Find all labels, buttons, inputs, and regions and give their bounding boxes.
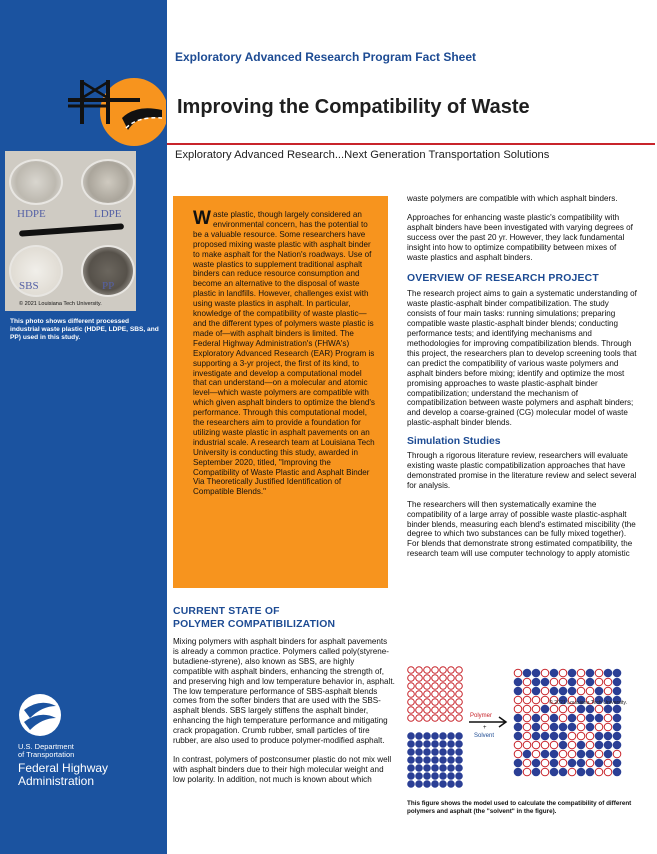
mixed-site [586,768,594,776]
mixed-site [577,723,585,731]
mixed-site [550,750,558,758]
mixed-site [514,687,522,695]
polymer-site [416,675,423,682]
mixed-site [577,768,585,776]
solvent-site [456,781,463,788]
mixed-site [514,750,522,758]
mixed-site [604,768,612,776]
solvent-site [456,749,463,756]
current-state-heading-2: POLYMER COMPATIBILIZATION [173,619,336,630]
mixed-site [604,741,612,749]
mixed-site [559,759,567,767]
agency-line-4: Administration [18,774,95,789]
mixed-site [577,732,585,740]
mixed-site [559,714,567,722]
mixed-site [586,741,594,749]
mixed-site [586,759,594,767]
polymer-site [456,667,463,674]
mixed-site [532,759,540,767]
solvent-site [456,733,463,740]
figure-caption: This figure shows the model used to calculate the compatibility of different polymers and asphalt (the "solvent" in the figure). [407,800,632,815]
mixed-site [523,759,531,767]
mixed-site [523,714,531,722]
polymer-site [408,715,415,722]
mixed-site [523,768,531,776]
mixed-site [514,768,522,776]
mixed-site [595,714,603,722]
page-title: Improving the Compatibility of Waste [177,96,530,118]
mixed-site [613,678,621,686]
solvent-site [408,765,415,772]
solvent-site [408,757,415,764]
mixed-site [568,714,576,722]
solvent-site [448,741,455,748]
mixed-site [514,741,522,749]
mixed-site [523,669,531,677]
solvent-site [448,765,455,772]
mixed-site [604,705,612,713]
solvent-site [432,741,439,748]
solvent-site [448,757,455,764]
solvent-site [424,741,431,748]
polymer-site [424,675,431,682]
solvent-site [424,765,431,772]
mixed-site [586,669,594,677]
mixed-site [514,696,522,704]
figure-credit: © 2021 Louisiana Tech University. [549,700,628,706]
solvent-site [456,757,463,764]
polymer-site [448,675,455,682]
mixed-site [550,741,558,749]
mixed-site [613,759,621,767]
mixed-site [532,714,540,722]
polymer-site [432,699,439,706]
mixed-site [550,687,558,695]
solvent-site [416,765,423,772]
solvent-site [416,757,423,764]
polymer-site [432,667,439,674]
solvent-site [440,757,447,764]
mixed-site [604,759,612,767]
mixed-site [532,741,540,749]
polymer-site [416,715,423,722]
mixed-site [595,750,603,758]
mixed-site [568,687,576,695]
mixed-site [568,669,576,677]
photo-label-pp: PP [102,280,115,292]
mixed-site [586,732,594,740]
mixed-site [523,723,531,731]
solvent-site [440,749,447,756]
title-rule [167,143,655,145]
solvent-site [448,733,455,740]
mixed-site [532,750,540,758]
mixed-site [514,732,522,740]
mixed-site [613,714,621,722]
polymer-site [424,699,431,706]
mixed-site [532,705,540,713]
mixed-site [604,687,612,695]
dot-logo-icon [18,692,62,738]
polymer-site [440,675,447,682]
solvent-site [424,749,431,756]
mixed-site [550,705,558,713]
mixed-site [586,705,594,713]
mixed-site [541,741,549,749]
mixed-site [577,678,585,686]
polymer-site [456,675,463,682]
current-state-heading-1: CURRENT STATE OF [173,606,280,617]
mixed-site [550,759,558,767]
polymer-site [456,691,463,698]
mixed-site [613,768,621,776]
polymer-site [408,699,415,706]
mixed-site [550,732,558,740]
mixed-site [586,714,594,722]
intro-dropcap: W [193,208,211,229]
mixed-site [613,750,621,758]
polymer-site [424,707,431,714]
mixed-site [577,669,585,677]
polymer-site [448,707,455,714]
simulation-text-1: Through a rigorous literature review, researchers will evaluate existing waste plastic compatibilization approaches that have demonstrated promise in the literature review and select several for analysis. [407,451,637,490]
polymer-site [408,683,415,690]
polymer-site [432,691,439,698]
page-subtitle: Exploratory Advanced Research...Next Generation Transportation Solutions [175,149,550,161]
solvent-site [456,741,463,748]
solvent-site [408,733,415,740]
mixed-site [559,750,567,758]
solvent-site [448,749,455,756]
mixed-site [514,759,522,767]
polymer-site [416,667,423,674]
mixed-site [577,705,585,713]
solvent-site [440,765,447,772]
mixed-site [541,696,549,704]
mixed-site [532,768,540,776]
mixed-site [559,669,567,677]
mixed-site [541,750,549,758]
photo-label-ldpe: LDPE [94,208,122,220]
solvent-site [424,733,431,740]
polymer-site [416,707,423,714]
polymer-site [424,667,431,674]
polymer-site [424,683,431,690]
solvent-site [416,749,423,756]
mixed-site [568,741,576,749]
mixed-site [559,723,567,731]
solvent-site [432,749,439,756]
polymer-site [448,691,455,698]
polymer-site [432,683,439,690]
polymer-site [440,707,447,714]
legend-solvent: Solvent [474,733,495,739]
solvent-site [416,773,423,780]
mixed-site [559,705,567,713]
mixed-site [613,705,621,713]
mixed-site [559,741,567,749]
polymer-site [408,675,415,682]
mixed-site [613,723,621,731]
mixed-site [559,687,567,695]
mixed-site [577,714,585,722]
polymer-site [416,699,423,706]
solvent-site [424,773,431,780]
mixed-site [586,750,594,758]
intro-box [173,196,388,588]
mixed-site [541,687,549,695]
current-state-para-1: Mixing polymers with asphalt binders for asphalt pavements is already a common practice. Polymers called poly(styrene-butadiene-styrene), also known as SBS, are highly compatible with asphalt binders, enhancing the strength of, and preserving high and low temperature behavior in, asphalt. The low temperature performance of SBS-asphalt blends comes from the softer binders that are used with the SBS-asphalt blends. SBS largely stiffens the asphalt binder, enhancing the high temperature performance and mitigating crack propagation. Crumb rubber, small particles of tire rubber, are also used to produce polymer-modified asphalt. [173,637,395,746]
polymer-site [448,699,455,706]
mixed-site [577,687,585,695]
mixed-site [523,678,531,686]
solvent-site [432,773,439,780]
solvent-site [432,765,439,772]
mixed-site [604,732,612,740]
simulation-text-2: The researchers will then systematically examine the compatibility of a large array of possible waste plastic-asphalt binder blends, measuring each blend's estimated miscibility (the degree to which two substances can be fully mixed together). For blends that demonstrate strong estimated compatibility, the research team will use computer technology to apply atomistic [407,499,636,559]
solvent-site [408,773,415,780]
mixed-site [541,678,549,686]
polymer-site [456,715,463,722]
mixed-site [604,714,612,722]
polymer-site [440,683,447,690]
mixed-site [514,705,522,713]
mixed-site [568,678,576,686]
agency-name [18,743,108,789]
polymer-site [408,667,415,674]
solvent-site [416,781,423,788]
mixed-site [568,759,576,767]
mixed-site [586,678,594,686]
mixed-site [595,768,603,776]
mixed-site [568,705,576,713]
mixed-site [595,741,603,749]
polymer-site [408,707,415,714]
mixed-site [595,678,603,686]
mixed-site [613,669,621,677]
mixed-site [523,750,531,758]
fact-sheet-kicker: Exploratory Advanced Research Program Fact Sheet [175,50,476,64]
mixed-site [541,669,549,677]
polymer-site [416,691,423,698]
solvent-site [440,741,447,748]
mixed-site [541,768,549,776]
polymer-site [440,699,447,706]
polymer-site [456,683,463,690]
continuation-text: waste polymers are compatible with which asphalt binders. [407,194,618,203]
polymer-site [448,667,455,674]
polymer-site [432,675,439,682]
mixed-site [595,687,603,695]
photo-label-sbs: SBS [19,280,39,292]
legend-plus: + [483,725,487,731]
solvent-site [456,765,463,772]
solvent-site [432,781,439,788]
mixed-site [532,687,540,695]
overview-text: The research project aims to gain a systematic understanding of waste plastic-asphalt binder compatibilization. The study consists of four main tasks: running simulations; preparing compatible waste plastic-asphalt binder blends; conducting performance tests; and identifying mechanisms and methodologies for improving compatibilization blends. Through this project, the researchers plan to develop screening tools that can predict the compatibility of various waste polymers and asphalt binders before mixing; identify and optimize the most promising approaches to waste plastic-asphalt binder compatibilization; understand the mechanism of compatibilization between waste polymers and asphalt binders; and develop a coarse-grained (CG) molecular model of waste plastic-asphalt binder blends. [407,289,637,428]
simulation-heading: Simulation Studies [407,436,501,448]
mixed-site [550,723,558,731]
mixed-site [550,768,558,776]
solvent-site [440,781,447,788]
solvent-site [448,781,455,788]
mixed-site [595,759,603,767]
mixed-site [604,678,612,686]
solvent-site [408,749,415,756]
approaches-text: Approaches for enhancing waste plastic's compatibility with asphalt binders have been investigated with varying degrees of success over the past 20 yr. However, they lack fundamental insight into how to optimize compatibility between mixes of waste plastics and asphalt binders. [407,212,633,262]
mixed-site [514,669,522,677]
polymer-site [448,683,455,690]
solvent-site [424,757,431,764]
intro-text: aste plastic, though largely considered an environmental concern, has the potential to be a valuable resource. Some researchers have proposed mixing waste plastic with asphalt binder to make asphalt for the Nation's roadways. Use of waste plastics to supplement traditional asphalt binders can reduce resource consumption and become an alternative to the disposal of waste plastic in landfills. However, challenges exist with using waste plastics in asphalt. In particular, knowledge of the compatibility of waste plastic—and the different types of polymers waste plastic is made of—with asphalt binders is limited. The Federal Highway Administration's (FHWA's) Exploratory Advanced Research (EAR) Program is supporting a 3-yr project, the first of its kind, to investigate and develop a computational model that can understand—on a molecular and atomic level—which waste polymers are compatible with which given asphalt binders to optimize the blend's performance. Through this computational model, the researchers aim to provide a foundation for utilizing waste plastic in asphalt pavements on an industrial scale. A research team at Louisiana Tech University is conducting this study, awarded in September 2020, titled, "Improving the Compatibility of Waste Plastic and Asphalt Binder Via Theoretically Justified Identification of Compatible Blends." [193,210,375,497]
mixed-site [514,678,522,686]
photo-caption: This photo shows different processed industrial waste plastic (HDPE, LDPE, SBS, and PP) used in this study. [10,318,159,342]
solvent-site [440,733,447,740]
polymer-site [456,699,463,706]
legend-polymer: Polymer [470,713,493,719]
mixed-site [550,714,558,722]
mixed-site [532,678,540,686]
mixed-site [568,750,576,758]
mixed-site [613,741,621,749]
mixed-site [514,723,522,731]
solvent-site [432,733,439,740]
polymer-site [440,715,447,722]
polymer-site [448,715,455,722]
mixed-site [541,732,549,740]
mixed-site [586,687,594,695]
solvent-site [456,773,463,780]
bridge-logo-icon [66,74,166,148]
mixed-site [595,732,603,740]
plastic-samples-photo [5,151,136,311]
mixed-site [595,723,603,731]
mixed-site [523,705,531,713]
mixed-site [568,732,576,740]
mixed-site [577,759,585,767]
mixed-site [577,750,585,758]
mixed-site [532,669,540,677]
mixed-site [613,732,621,740]
overview-heading: OVERVIEW OF RESEARCH PROJECT [407,273,599,285]
polymer-site [432,707,439,714]
mixed-site [604,723,612,731]
mixed-site [577,741,585,749]
solvent-site [424,781,431,788]
mixed-site [523,687,531,695]
polymer-site [440,691,447,698]
polymer-site [408,691,415,698]
mixed-site [523,732,531,740]
solvent-site [432,757,439,764]
solvent-site [448,773,455,780]
solvent-site [416,733,423,740]
mixed-site [514,714,522,722]
mixed-site [523,696,531,704]
mixed-site [541,723,549,731]
mixed-site [550,669,558,677]
mixed-site [532,732,540,740]
polymer-site [440,667,447,674]
polymer-site [432,715,439,722]
mixed-site [550,678,558,686]
mixed-site [532,696,540,704]
solvent-site [408,781,415,788]
agency-line-3: Federal Highway [18,760,109,775]
current-state-para-2: In contrast, polymers of postconsumer plastic do not mix well with asphalt binders due to their high molecular weight and low polarity. In addition, not much is known about which [173,754,392,784]
mixed-site [595,705,603,713]
agency-line-1: U.S. Department [18,742,74,751]
mixed-site [541,705,549,713]
polymer-site [456,707,463,714]
mixed-site [559,678,567,686]
right-column [407,194,639,559]
mixed-site [541,714,549,722]
mixed-site [604,750,612,758]
solvent-site [416,741,423,748]
mixed-site [532,723,540,731]
polymer-site [416,683,423,690]
photo-credit: © 2021 Louisiana Tech University. [19,301,102,307]
mixed-site [559,768,567,776]
mixed-site [541,759,549,767]
photo-label-hdpe: HDPE [17,208,46,220]
current-state-section [173,605,395,785]
mixed-site [613,687,621,695]
polymer-site [424,691,431,698]
mixed-site [586,723,594,731]
agency-line-2: of Transportation [18,750,75,760]
mixed-site [568,768,576,776]
mixed-site [559,732,567,740]
mixed-site [595,669,603,677]
solvent-site [440,773,447,780]
solvent-site [408,741,415,748]
mixed-site [568,723,576,731]
mixed-site [523,741,531,749]
polymer-site [424,715,431,722]
mixed-site [604,669,612,677]
compatibility-model-figure [407,662,639,797]
